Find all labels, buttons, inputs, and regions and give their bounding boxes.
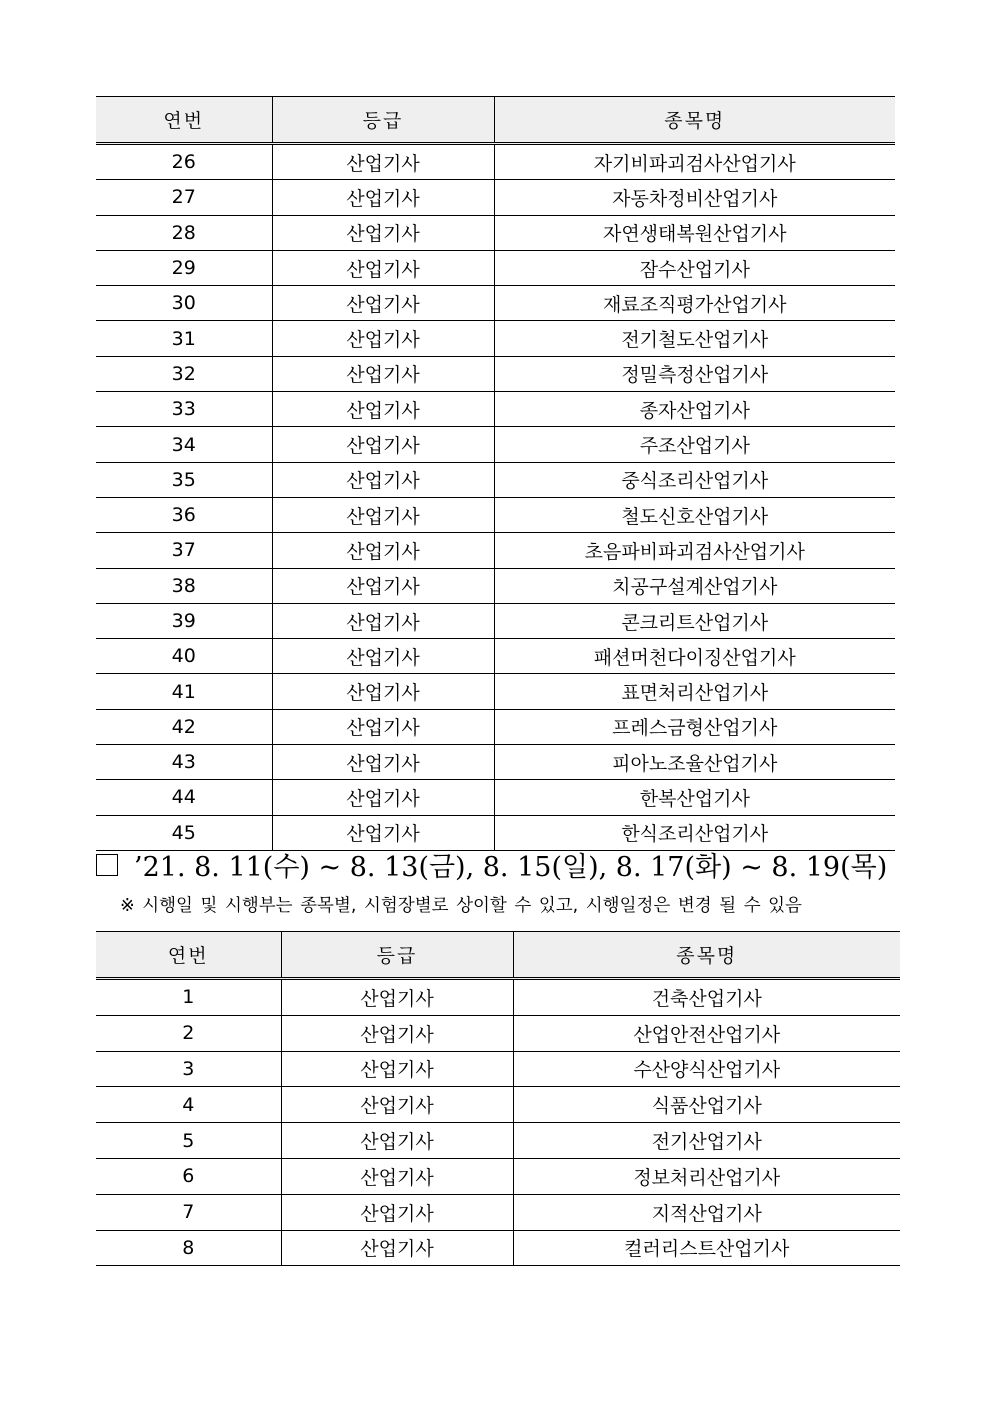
table-row <box>96 497 895 532</box>
cell-subject: 자기비파괴검사산업기사 <box>494 144 895 180</box>
cell-number: 5 <box>96 1123 281 1159</box>
cell-grade: 산업기사 <box>272 215 494 250</box>
cell-grade: 산업기사 <box>272 639 494 674</box>
cell-subject: 컬러리스트산업기사 <box>513 1230 900 1266</box>
cell-subject: 전기철도산업기사 <box>494 321 895 356</box>
table-row <box>96 180 895 215</box>
cell-number: 26 <box>96 144 272 180</box>
table-row <box>96 215 895 250</box>
table-row <box>96 1015 900 1051</box>
cell-number: 6 <box>96 1158 281 1194</box>
cell-grade: 산업기사 <box>272 674 494 709</box>
table-row <box>96 1123 900 1159</box>
cell-grade: 산업기사 <box>272 321 494 356</box>
header-subject: 종목명 <box>513 932 900 979</box>
cell-grade: 산업기사 <box>272 815 494 850</box>
cell-subject: 치공구설계산업기사 <box>494 568 895 603</box>
cell-subject: 프레스금형산업기사 <box>494 709 895 744</box>
cell-grade: 산업기사 <box>272 144 494 180</box>
cell-subject: 피아노조율산업기사 <box>494 745 895 780</box>
cell-number: 32 <box>96 356 272 391</box>
cell-subject: 패션머천다이징산업기사 <box>494 639 895 674</box>
table-row <box>96 427 895 462</box>
cell-subject: 건축산업기사 <box>513 979 900 1016</box>
exam-table-2 <box>96 931 900 1266</box>
cell-number: 45 <box>96 815 272 850</box>
cell-number: 31 <box>96 321 272 356</box>
cell-subject: 전기산업기사 <box>513 1123 900 1159</box>
cell-subject: 재료조직평가산업기사 <box>494 286 895 321</box>
table-header-row <box>96 97 895 144</box>
cell-number: 29 <box>96 250 272 285</box>
cell-number: 39 <box>96 603 272 638</box>
cell-subject: 초음파비파괴검사산업기사 <box>494 533 895 568</box>
cell-grade: 산업기사 <box>272 603 494 638</box>
table-row <box>96 462 895 497</box>
cell-grade: 산업기사 <box>272 427 494 462</box>
header-grade: 등급 <box>281 932 513 979</box>
cell-number: 7 <box>96 1194 281 1230</box>
table-row <box>96 356 895 391</box>
table-row <box>96 1158 900 1194</box>
header-grade: 등급 <box>272 97 494 144</box>
table-row <box>96 392 895 427</box>
cell-subject: 정보처리산업기사 <box>513 1158 900 1194</box>
cell-grade: 산업기사 <box>272 709 494 744</box>
table-row <box>96 1051 900 1087</box>
cell-number: 38 <box>96 568 272 603</box>
table-row <box>96 144 895 180</box>
cell-number: 3 <box>96 1051 281 1087</box>
cell-grade: 산업기사 <box>281 1087 513 1123</box>
cell-subject: 식품산업기사 <box>513 1087 900 1123</box>
checkbox-icon <box>96 854 118 876</box>
table-row <box>96 639 895 674</box>
cell-grade: 산업기사 <box>281 1015 513 1051</box>
cell-number: 36 <box>96 497 272 532</box>
schedule-heading <box>96 845 887 884</box>
cell-grade: 산업기사 <box>281 1158 513 1194</box>
table-row <box>96 1230 900 1266</box>
cell-number: 27 <box>96 180 272 215</box>
header-number: 연번 <box>96 932 281 979</box>
cell-number: 37 <box>96 533 272 568</box>
cell-grade: 산업기사 <box>272 780 494 815</box>
cell-subject: 잠수산업기사 <box>494 250 895 285</box>
cell-number: 34 <box>96 427 272 462</box>
cell-number: 40 <box>96 639 272 674</box>
cell-grade: 산업기사 <box>272 180 494 215</box>
schedule-note: ※ 시행일 및 시행부는 종목별, 시험장별로 상이할 수 있고, 시행일정은 변경 될 수 있음 <box>120 896 802 916</box>
cell-subject: 중식조리산업기사 <box>494 462 895 497</box>
cell-subject: 지적산업기사 <box>513 1194 900 1230</box>
cell-subject: 주조산업기사 <box>494 427 895 462</box>
cell-number: 30 <box>96 286 272 321</box>
cell-subject: 철도신호산업기사 <box>494 497 895 532</box>
schedule-dates: ’21. 8. 11(수) ~ 8. 13(금), 8. 15(일), 8. 17(화) ~ 8. 19(목) <box>134 852 888 883</box>
exam-table-1 <box>96 96 895 851</box>
table-row <box>96 568 895 603</box>
cell-grade: 산업기사 <box>272 745 494 780</box>
cell-grade: 산업기사 <box>281 1230 513 1266</box>
cell-subject: 한복산업기사 <box>494 780 895 815</box>
table-header-row <box>96 932 900 979</box>
cell-grade: 산업기사 <box>272 568 494 603</box>
table-row <box>96 321 895 356</box>
cell-subject: 산업안전산업기사 <box>513 1015 900 1051</box>
cell-number: 28 <box>96 215 272 250</box>
cell-grade: 산업기사 <box>272 462 494 497</box>
cell-number: 44 <box>96 780 272 815</box>
cell-grade: 산업기사 <box>272 250 494 285</box>
cell-grade: 산업기사 <box>272 286 494 321</box>
header-number: 연번 <box>96 97 272 144</box>
cell-number: 43 <box>96 745 272 780</box>
cell-number: 4 <box>96 1087 281 1123</box>
cell-grade: 산업기사 <box>272 392 494 427</box>
table-row <box>96 780 895 815</box>
cell-number: 1 <box>96 979 281 1016</box>
table-row <box>96 603 895 638</box>
cell-grade: 산업기사 <box>281 1051 513 1087</box>
cell-subject: 한식조리산업기사 <box>494 815 895 850</box>
cell-subject: 자동차정비산업기사 <box>494 180 895 215</box>
table-row <box>96 250 895 285</box>
table-row <box>96 286 895 321</box>
table-row <box>96 674 895 709</box>
cell-subject: 표면처리산업기사 <box>494 674 895 709</box>
table-row <box>96 533 895 568</box>
cell-number: 35 <box>96 462 272 497</box>
cell-subject: 수산양식산업기사 <box>513 1051 900 1087</box>
cell-grade: 산업기사 <box>281 1123 513 1159</box>
header-subject: 종목명 <box>494 97 895 144</box>
cell-grade: 산업기사 <box>272 497 494 532</box>
table-row <box>96 979 900 1016</box>
cell-subject: 콘크리트산업기사 <box>494 603 895 638</box>
cell-number: 8 <box>96 1230 281 1266</box>
table-row <box>96 1087 900 1123</box>
table-row <box>96 709 895 744</box>
table-row <box>96 745 895 780</box>
cell-grade: 산업기사 <box>272 533 494 568</box>
cell-number: 33 <box>96 392 272 427</box>
cell-grade: 산업기사 <box>281 1194 513 1230</box>
cell-number: 2 <box>96 1015 281 1051</box>
cell-grade: 산업기사 <box>281 979 513 1016</box>
cell-number: 42 <box>96 709 272 744</box>
cell-number: 41 <box>96 674 272 709</box>
cell-grade: 산업기사 <box>272 356 494 391</box>
cell-subject: 종자산업기사 <box>494 392 895 427</box>
cell-subject: 자연생태복원산업기사 <box>494 215 895 250</box>
cell-subject: 정밀측정산업기사 <box>494 356 895 391</box>
table-row <box>96 1194 900 1230</box>
